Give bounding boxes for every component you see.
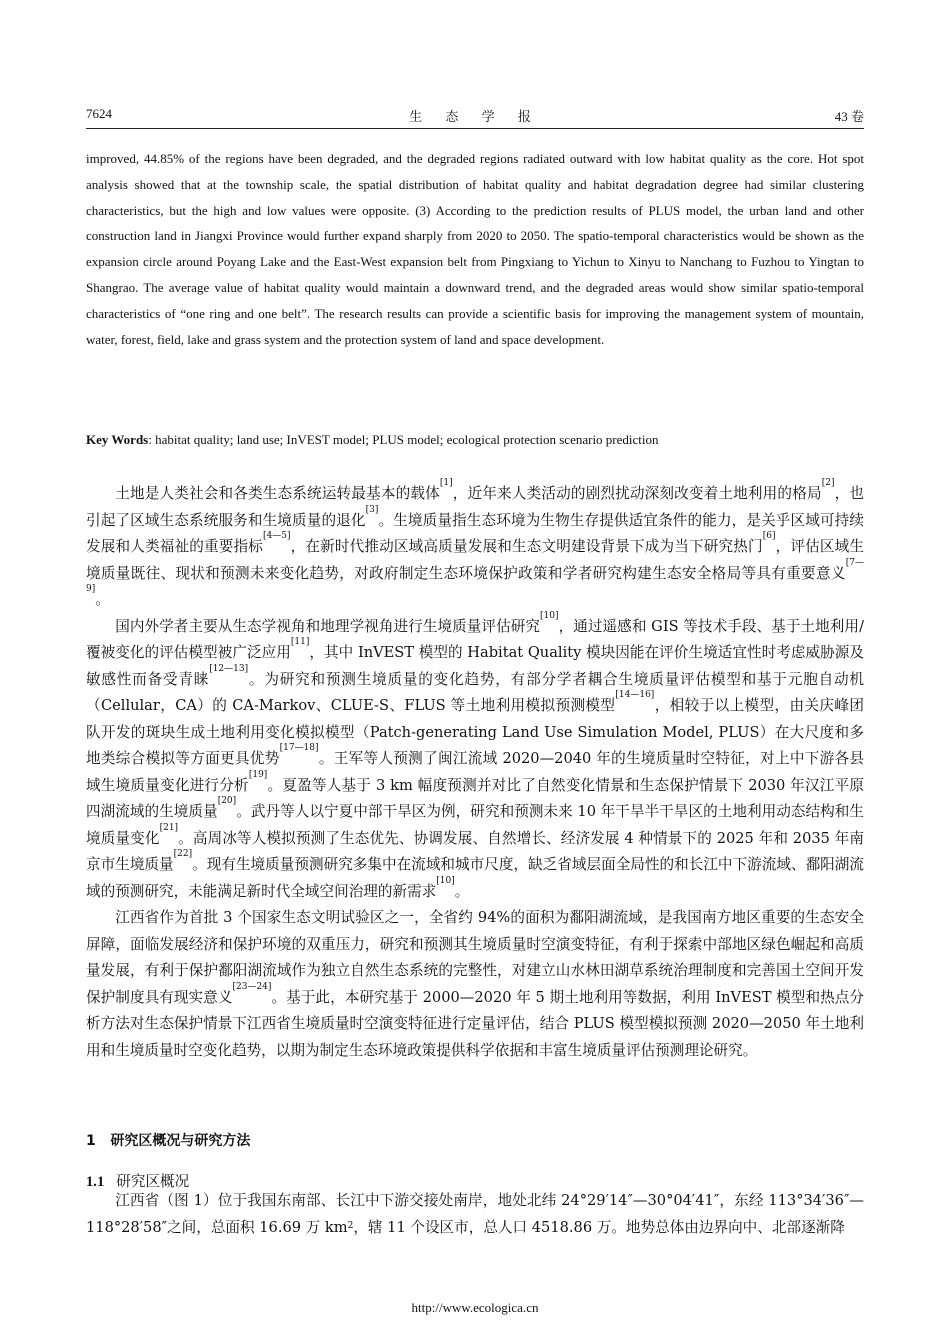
citation: [10]: [540, 610, 559, 621]
paragraph-3: [86, 905, 864, 1064]
section-heading-1: [86, 1130, 250, 1150]
text-run: ，评估区域生境质量既往、现状和预测未来变化趋势，对政府制定生态环境保护政策和学者研究构建生态安全格局等具有重要意义: [86, 538, 864, 582]
text-run: 。夏盈等人基于 3 km 幅度预测并对比了自然变化情景和生态保护情景下 2030 年汉江平原四湖流域的生境质量: [86, 776, 864, 820]
citation: [10]: [436, 875, 455, 886]
section-number: 1: [86, 1133, 96, 1149]
text-run: 土地是人类社会和各类生态系统运转最基本的载体: [115, 485, 440, 502]
citation: [12—13]: [209, 663, 249, 674]
keywords-text: : habitat quality; land use; InVEST model; PLUS model; ecological protection scenario prediction: [148, 432, 659, 447]
page-header: [86, 106, 864, 126]
citation: [3]: [365, 504, 379, 515]
text-run: 江西省（图 1）位于我国东南部、长江中下游交接处南岸，地处北纬 24°29′14″—30°04′41″，东经 113°34′36″—118°28′58″之间，总面积 16.69 万 km: [86, 1192, 864, 1236]
abstract-continuation: improved, 44.85% of the regions have been degraded, and the degraded regions radiated outward with low habitat quality as the core. Hot spot analysis showed that at the township scale, the spatial distribution of habitat quality and habitat degradation degree had similar clustering characteristics, but the high and low values were opposite. (3) According to the prediction results of PLUS model, the urban land and other construction land in Jiangxi Province would further expand sharply from 2020 to 2050. The spatio-temporal characteristics would be shown as the expansion circle around Poyang Lake and the East-West expansion belt from Pingxiang to Yichun to Xinyu to Nanchang to Fuzhou to Yingtan to Shangrao. The average value of habitat quality would maintain a downward trend, and the degraded areas would show similar spatio-temporal characteristics of “one ring and one belt”. The research results can provide a scientific basis for improving the management system of mountain, water, forest, field, lake and grass system and the protection system of land and space development.: [86, 151, 864, 347]
text-run: ，通过遥感和 GIS 等技术手段、基于土地利用/覆被变化的评估模型被广泛应用: [86, 617, 864, 661]
study-area-paragraph: [86, 1188, 864, 1241]
citation: [14—16]: [615, 690, 655, 700]
citation: [6]: [762, 531, 776, 541]
citation: [7—9]: [86, 557, 864, 594]
citation: [19]: [248, 769, 268, 780]
citation: [1]: [439, 478, 453, 488]
volume-label: 43 卷: [834, 109, 864, 124]
body-text: [86, 478, 864, 1064]
citation: [21]: [159, 822, 179, 833]
section-title: 研究区概况与研究方法: [110, 1133, 251, 1149]
paragraph-1: [86, 478, 864, 614]
citation: [2]: [821, 478, 835, 488]
citation: [23—24]: [232, 981, 272, 992]
subsection-number: 1.1: [86, 1174, 105, 1190]
text-run: 国内外学者主要从生态学视角和地理学视角进行生境质量评估研究: [115, 617, 541, 635]
paragraph-4: [86, 1188, 864, 1241]
text-run: ，在新时代推动区域高质量发展和生态文明建设背景下成为当下研究热门: [290, 538, 763, 555]
text-run: 。武丹等人以宁夏中部干旱区为例，研究和预测未来 10 年干旱半干旱区的土地利用动态结构和生境质量变化: [86, 803, 864, 847]
text-run: 。: [454, 882, 470, 900]
subsection-title: 研究区概况: [116, 1173, 190, 1190]
text-run: ，近年来人类活动的剧烈扰动深刻改变着土地利用的格局: [452, 485, 822, 502]
text-run: ，其中 InVEST 模型的 Habitat Quality 模块因能在评价生境适宜性时考虑威胁源及敏感性而备受青睐: [86, 644, 864, 688]
text-run: 。高周冰等人模拟预测了生态优先、协调发展、自然增长、经济发展 4 种情景下的 2025 年和 2035 年南京市生境质量: [86, 829, 864, 873]
text-run: 江西省作为首批 3 个国家生态文明试验区之一，全省约 94%的面积为鄱阳湖流域，是我国南方地区重要的生态安全屏障，面临发展经济和保护环境的双重压力，研究和预测其生境质量时空演变特征，有利于探索中部地区绿色崛起和高质量发展，有利于保护鄱阳湖流域作为独立自然生态系统的完整性，对建立山水林田湖草系统治理制度和完善国土空间开发保护制度具有现实意义: [86, 909, 864, 1006]
citation: [20]: [217, 796, 237, 806]
citation: [11]: [290, 637, 310, 647]
text-run: ，也引起了区域生态系统服务和生境质量的退化: [86, 485, 864, 529]
text-run: 。基于此，本研究基于 2000—2020 年 5 期土地利用等数据，利用 InVEST 模型和热点分析方法对生态保护情景下江西省生境质量时空演变特征进行定量评估，结合 PLUS 模型模拟预测 2020—2050 年土地利用和生境质量时空变化趋势，以期为制定生态环境政策提供科学依据和丰富生境质量评估预测理论研究。: [86, 988, 864, 1059]
superscript: 2: [347, 1220, 354, 1231]
keywords: [86, 428, 864, 452]
text-run: 。: [95, 591, 110, 608]
header-rule: [86, 128, 864, 129]
text-run: ，辖 11 个设区市，总人口 4518.86 万。地势总体由边界向中、北部逐渐降: [353, 1218, 845, 1236]
keywords-label: Key Words: [86, 432, 149, 447]
footer-url: http://www.ecologica.cn: [411, 1300, 539, 1315]
journal-name: 生 态 学 报: [409, 109, 541, 124]
text-run: ，相较于以上模型，由关庆峰团队开发的斑块生成土地利用变化模拟模型（Patch-generating Land Use Simulation Model, PLUS）在大尺度和多地类综合模拟等方面更具优势: [86, 697, 864, 767]
citation: [4—5]: [263, 531, 291, 541]
text-run: 。生境质量指生态环境为生物生存提供适宜条件的能力，是关乎区域可持续发展和人类福祉的重要指标: [86, 511, 864, 555]
citation: [22]: [173, 849, 193, 859]
paragraph-2: [86, 610, 864, 906]
page-number: 7624: [86, 106, 112, 121]
text-run: 。王军等人预测了闽江流域 2020—2040 年的生境质量时空特征，对上中下游各县域生境质量变化进行分析: [86, 750, 864, 794]
text-run: 。为研究和预测生境质量的变化趋势，有部分学者耦合生境质量评估模型和基于元胞自动机（Cellular，CA）的 CA-Markov、CLUE-S、FLUS 等土地利用模拟预测模型: [86, 670, 864, 714]
text-run: 。现有生境质量预测研究多集中在流域和城市尺度，缺乏省域层面全局性的和长江中下游流域、鄱阳湖流域的预测研究，未能满足新时代全域空间治理的新需求: [86, 856, 864, 900]
citation: [17—18]: [279, 743, 319, 753]
